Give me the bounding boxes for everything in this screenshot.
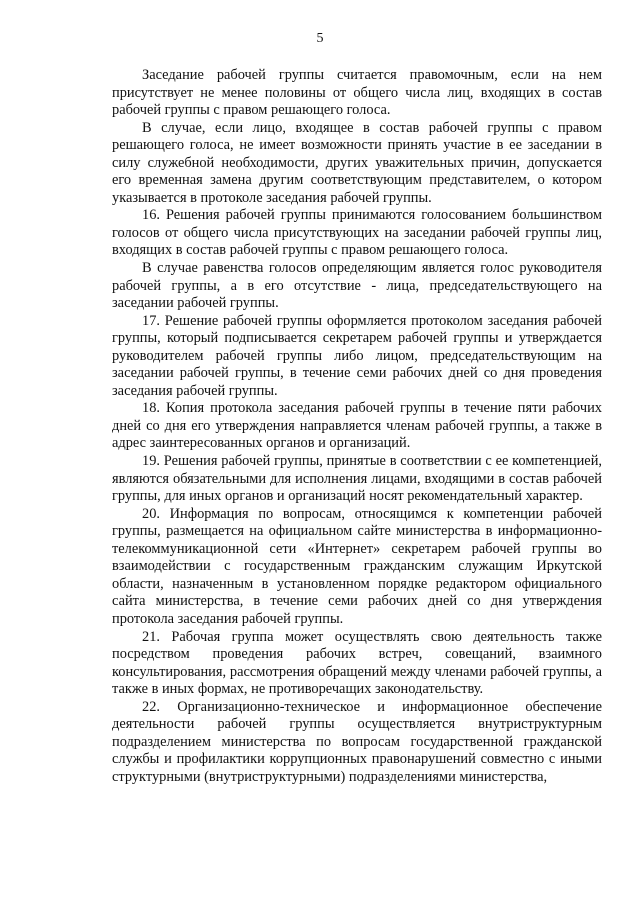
paragraph-tie-vote: В случае равенства голосов определяющим является голос руководителя рабочей группы, а в его отсутствие - лица, председательствующего на заседании рабочей группы. [112,260,602,312]
paragraph-18: 18. Копия протокола заседания рабочей группы в течение пяти рабочих дней со дня его утверждения направляется членам рабочей группы, а также в адрес заинтересованных органов и организаций. [112,400,602,452]
paragraph-16: 16. Решения рабочей группы принимаются голосованием большинством голосов от общего числа присутствующих на заседании рабочей группы лиц, входящих в состав рабочей группы с правом решающего голоса. [112,207,602,259]
paragraph-20: 20. Информация по вопросам, относящимся к компетенции рабочей группы, размещается на официальном сайте министерства в информационно-телекоммуникационной сети «Интернет» секретарем рабочей группы во взаимодействии с государственным гражданским служащим Иркутской области, назначенным в установленном порядке редактором официального сайта министерства, в течение семи рабочих дней со дня утверждения протокола заседания рабочей группы. [112,505,602,627]
paragraph-21: 21. Рабочая группа может осуществлять свою деятельность также посредством проведения рабочих встреч, совещаний, взаимного консультирования, рассмотрения обращений между членами рабочей группы, а также в иных формах, не противоречащих законодательству. [112,628,602,698]
paragraph-quorum: Заседание рабочей группы считается правомочным, если на нем присутствует не менее половины от общего числа лиц, входящих в состав рабочей группы с правом решающего голоса. [112,67,602,119]
paragraph-replacement: В случае, если лицо, входящее в состав рабочей группы с правом решающего голоса, не имеет возможности принять участие в ее заседании в силу служебной необходимости, других уважительных причин, допускается его временная замена другим соответствующим представителем, о котором указывается в протоколе заседания рабочей группы. [112,119,602,206]
page-number: 5 [316,31,324,46]
paragraph-17: 17. Решение рабочей группы оформляется протоколом заседания рабочей группы, который подписывается секретарем рабочей группы и утверждается руководителем рабочей группы либо лицом, председательствующим на заседании рабочей группы, в течение семи рабочих дней со дня проведения заседания рабочей группы. [112,312,602,399]
paragraph-19: 19. Решения рабочей группы, принятые в соответствии с ее компетенцией, являются обязательными для исполнения лицами, входящими в состав рабочей группы, для иных органов и организаций носят рекомендательный характер. [112,453,602,505]
paragraph-22: 22. Организационно-техническое и информационное обеспечение деятельности рабочей группы осуществляется внутриструктурным подразделением министерства по вопросам государственной гражданской службы и профилактики коррупционных правонарушений совместно с иными структурными (внутриструктурными) подразделениями министерства, [112,698,602,785]
